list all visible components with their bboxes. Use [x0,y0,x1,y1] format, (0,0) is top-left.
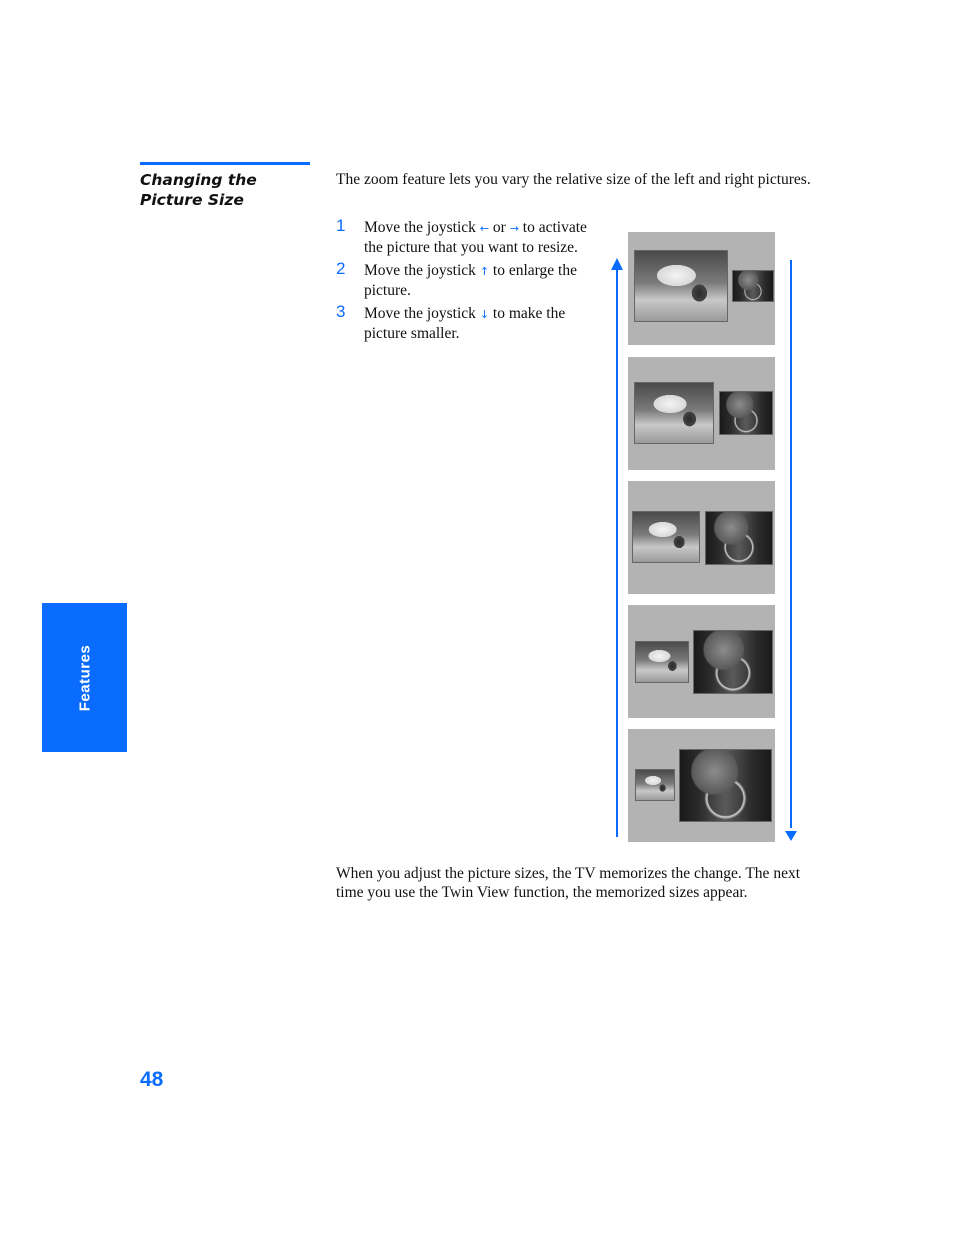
section-side-tab [42,603,127,752]
intro-paragraph: The zoom feature lets you vary the relative size of the left and right pictures. [336,171,811,188]
left-picture [632,511,700,563]
left-arrow-icon: ← [479,222,490,235]
twin-view-screen-2 [628,357,775,470]
step-text: or [489,219,510,236]
up-arrowhead-icon [611,258,623,270]
section-heading: Changing the Picture Size [140,171,257,209]
twin-view-screen-4 [628,605,775,718]
left-picture [635,769,675,801]
right-picture [732,270,774,302]
closing-paragraph: When you adjust the picture sizes, the TV memorizes the change. The next time you use the Twin View function, the memorized sizes appear. [336,865,801,901]
twin-view-screen-3 [628,481,775,594]
step-number: 3 [336,302,346,321]
heading-rule [140,162,310,165]
step-number: 1 [336,216,346,235]
steps-list [336,218,598,347]
step-number: 2 [336,259,346,278]
step-text: Move the joystick [364,219,480,236]
right-arrow-icon: → [509,222,519,235]
side-tab-label: Features [76,644,93,711]
step-3 [336,304,598,343]
twin-view-screen-5 [628,729,775,842]
down-arrowhead-icon [785,831,797,841]
step-2 [336,261,598,300]
page-number: 48 [140,1068,164,1091]
step-text: Move the joystick [364,262,480,279]
step-1 [336,218,598,257]
right-picture [719,391,773,435]
step-text: to enlarge the picture. [364,262,577,299]
down-arrow-icon: ↓ [479,308,490,321]
step-text: to activate the picture that you want to resize. [364,219,587,256]
step-text: Move the joystick [364,305,480,322]
left-picture [634,250,728,322]
right-picture [693,630,773,694]
twin-view-screen-1 [628,232,775,345]
left-picture [635,641,689,683]
zoom-illustration [605,230,805,845]
right-picture [679,749,772,822]
left-picture [634,382,714,444]
up-arrow-icon: ↑ [479,265,490,278]
right-picture [705,511,773,565]
step-text: to make the picture smaller. [364,305,566,342]
